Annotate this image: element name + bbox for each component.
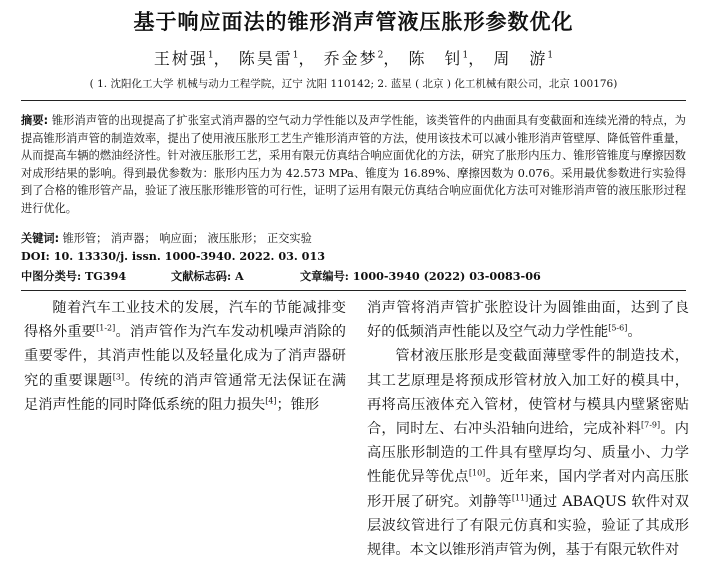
author-separator: ， xyxy=(213,49,232,68)
keywords-label: 关键词: xyxy=(21,232,60,245)
paper-title: 基于响应面法的锥形消声管液压胀形参数优化 xyxy=(133,10,574,34)
affiliations: ( 1. 沈阳化工大学 机械与动力工程学院，辽宁 沈阳 110142; 2. 蓝星 ( 北京 ) 化工机械有限公司，北京 100176) xyxy=(89,78,618,90)
citation-ref: [3] xyxy=(112,371,125,381)
abstract-label: 摘要: xyxy=(21,114,49,127)
author-separator: ， xyxy=(383,49,402,68)
author-affiliation-mark: 1 xyxy=(547,50,554,61)
body-paragraph xyxy=(24,296,346,417)
doi: DOI: 10. 13330/j. issn. 1000-3940. 2022. 03. 013 xyxy=(21,249,326,263)
citation-ref: [4] xyxy=(265,396,277,406)
bottom-rule xyxy=(21,290,686,291)
body-text: 随着汽车工业技术的发展，汽车的节能减排变得格外重要 xyxy=(24,300,346,341)
article-number: 文章编号: 1000-3940 (2022) 03-0083-06 xyxy=(300,269,541,283)
abstract-text: 锥形消声管的出现提高了扩张室式消声器的空气动力学性能以及声学性能，该类管件的内曲面具有变截面和连续光滑的特点，为提高锥形消声管的制造效率，提出了使用液压胀形工艺生产锥形消声管的方法，使用该技术可以减小锥形消声管壁厚、降低管件重量，从而提高车辆的燃油经济性。针对液压胀形工艺，采用有限元仿真结合响应面优化的方法，研究了胀形内压力、锥形管锥度与摩擦因数对成形结果的影响。得到最优参数为：胀形内压力为 42.573 MPa、锥度为 16.89%、摩擦因数为 0.076。采用最优参数进行实验得到了合格的锥形管产品，验证了液压胀形锥形管的可行性，证明了运用有限元仿真结合响应面优化方法可对锥形消声管的液压胀形过程进行优化。 xyxy=(21,114,686,215)
author-list xyxy=(0,46,707,69)
body-text: ；锥形 xyxy=(276,396,320,413)
keywords-text: 锥形管； 消声器； 响应面； 液压胀形； 正交实验 xyxy=(59,232,312,245)
keywords xyxy=(21,230,686,246)
top-rule xyxy=(21,100,686,101)
author-name: 陈昊雷 xyxy=(238,49,293,68)
class-number: 中图分类号: TG394 xyxy=(21,269,127,283)
author-name: 周 游 xyxy=(493,49,548,68)
right-column xyxy=(367,296,689,562)
body-text: 管材液压胀形是变截面薄壁零件的制造技术，其工艺原理是将预成形管材放入加工好的模具中，再将高压液体充入管材，使管材与模具内壁紧密贴合，同时左、右冲头沿轴向进给，完成补料 xyxy=(367,348,689,438)
body-text: 消声管将消声管扩张腔设计为圆锥曲面，达到了良好的低频消声性能以及空气动力学性能 xyxy=(367,300,689,341)
citation-ref: [10] xyxy=(468,468,486,478)
abstract xyxy=(21,112,686,218)
body-paragraph xyxy=(367,296,689,344)
citation-ref: [1-2] xyxy=(96,323,116,333)
citation-ref: [11] xyxy=(511,492,529,502)
body-paragraph xyxy=(367,344,689,562)
author-separator: ， xyxy=(468,49,487,68)
body-text: 。 xyxy=(627,324,642,341)
author-affiliation-mark: 1 xyxy=(462,50,469,61)
author-affiliation-mark: 1 xyxy=(207,50,214,61)
author-affiliation-mark: 1 xyxy=(292,50,299,61)
author-name: 陈 钊 xyxy=(408,49,463,68)
body-text: 。传统的消声管通常无法保证在满足消声性能的同时降低系统的阻力损失 xyxy=(24,372,346,413)
citation-ref: [7-9] xyxy=(641,420,661,430)
citation-ref: [5-6] xyxy=(608,323,628,333)
author-name: 王树强 xyxy=(153,49,208,68)
body-text: 。消声管作为汽车发动机噪声消除的重要零件，其消声性能以及轻量化成为了消声器研究的重要课题 xyxy=(24,324,346,389)
author-name: 乔金梦 xyxy=(323,49,378,68)
document-code: 文献标志码: A xyxy=(171,269,244,283)
body-text: 通过 ABAQUS 软件对双层波纹管进行了有限元仿真和实验，验证了其成形规律。本文以锥形消声管为例，基于有限元软件对 xyxy=(367,493,689,559)
left-column xyxy=(24,296,346,417)
body-text: 。内高压胀形制造的工件具有壁厚均匀、质量小、力学性能优异等优点 xyxy=(367,421,689,486)
body-text: 。近年来，国内学者对内高压胀形开展了研究。刘静等 xyxy=(367,469,689,510)
author-affiliation-mark: 2 xyxy=(377,50,384,61)
author-separator: ， xyxy=(298,49,317,68)
